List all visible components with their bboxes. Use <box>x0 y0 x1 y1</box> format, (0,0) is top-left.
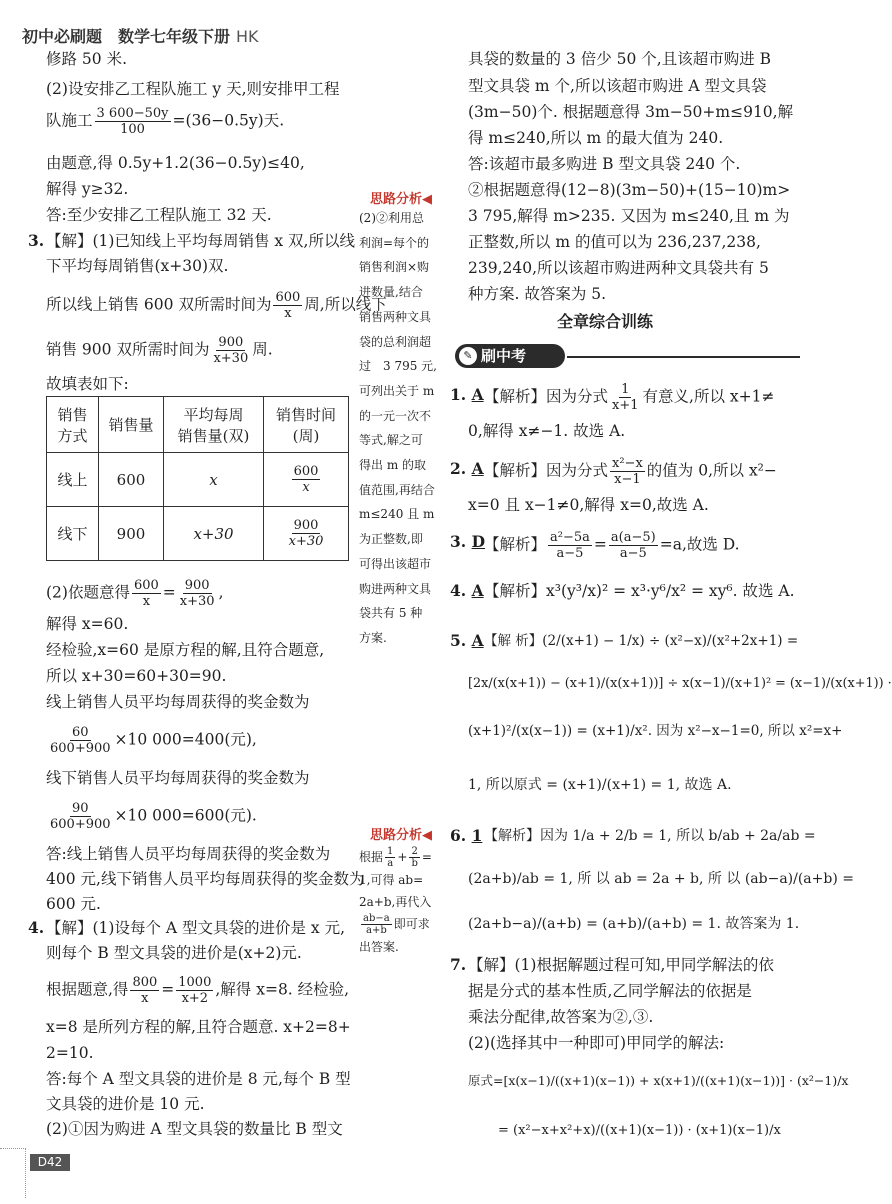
hint-line: 值范围,再结合 <box>359 482 435 497</box>
text-line: 答:至少安排乙工程队施工 32 天. <box>46 206 272 224</box>
text-line: 由题意,得 0.5y+1.2(36−0.5y)≤40, <box>46 154 305 172</box>
text-line: $\frac{90}{600+900}$ ×10 000=600(元). <box>50 801 257 832</box>
question-number: 5. A <box>450 631 484 650</box>
text-line: $\frac{60}{600+900}$ ×10 000=400(元), <box>50 725 257 756</box>
text-line: 得 m≤240,所以 m 的最大值为 240. <box>468 129 724 147</box>
pencil-icon: ✎ <box>459 347 477 365</box>
hint-caption: 思路分析◀ <box>370 828 432 843</box>
question-number: 1. A <box>450 385 484 404</box>
text-line: 解得 y≥32. <box>46 180 129 198</box>
hint-line: 袋的总利润超 <box>359 334 432 349</box>
text-line: 239,240,所以该超市购进两种文具袋共有 5 <box>468 259 769 277</box>
question-number: 3. <box>28 231 45 250</box>
text-line: = (x²−x+x²+x)/((x+1)(x−1)) · (x+1)(x−1)/x <box>498 1123 781 1138</box>
text-line: (2)①因为购进 A 型文具袋的数量比 B 型文 <box>46 1120 343 1138</box>
hint-note: 根据 $\frac{1}{a}$ + $\frac{2}{b}$ = 1,可得 ab= 2a+b,再代入 $\frac{ab-a}{a+b}$ 即可求 出答案. <box>359 846 432 954</box>
table-header: 平均每周 销售量(双) <box>164 397 264 453</box>
text-line: 【解析】因为分式 $\frac{1}{x+1}$ 有意义,所以 x+1≠ <box>484 382 775 413</box>
page-header <box>22 24 259 47</box>
section-rule <box>567 356 800 358</box>
hint-line: 进数量,结合 <box>359 285 423 300</box>
text-line: 【解析】x³(y³/x)² = x³·y⁶/x² = xy⁶. 故选 A. <box>484 582 795 600</box>
text-line: 文具袋的进价是 10 元. <box>46 1095 205 1113</box>
hint-line: 方案. <box>359 630 387 645</box>
table-cell: $\frac{600}{x}$ <box>264 453 349 507</box>
text-line: 所以 x+30=60+30=90. <box>46 667 227 685</box>
text-line: 下平均每周销售(x+30)双. <box>46 257 229 275</box>
text-line: 销售 900 双所需时间为 $\frac{900}{x+30}$ 周. <box>46 335 273 366</box>
text-line: 【解析】 $\frac{\text{a²−5a}}{a-5}$ = $\frac{a(a-5)}{a-5}$ =a,故选 D. <box>484 530 740 561</box>
text-line: 正整数,所以 m 的值可以为 236,237,238, <box>468 233 761 251</box>
table-cell: x+30 <box>164 507 264 561</box>
text-line: 乘法分配律,故答案为②,③. <box>468 1008 654 1026</box>
text-line: (2a+b−a)/(a+b) = (a+b)/(a+b) = 1. 故答案为 1. <box>468 916 800 932</box>
text-line: 根据题意,得 $\frac{800}{x}$ = $\frac{1000}{x+2}$ ,解得 x=8. 经检验, <box>46 975 350 1006</box>
table-cell: 900 <box>99 507 164 561</box>
text-line: 3 795,解得 m>235. 又因为 m≤240,且 m 为 <box>468 207 790 225</box>
hint-line: 利润=每个的 <box>359 235 430 250</box>
text-line: 线下销售人员平均每周获得的奖金数为 <box>46 769 310 787</box>
text-line: x=8 是所列方程的解,且符合题意. x+2=8+ <box>46 1018 351 1036</box>
text-line: [2x/(x(x+1)) − (x+1)/(x(x+1))] ÷ x(x−1)/(x+1)² = (x−1)/(x(x+1)) · <box>468 676 892 691</box>
text-line: (2)设安排乙工程队施工 y 天,则安排甲工程 <box>46 80 340 98</box>
text-line: 【解 析】(2/(x+1) − 1/x) ÷ (x²−x)/(x²+2x+1) = <box>484 633 799 649</box>
table-cell: 线下 <box>47 507 99 561</box>
text-line: 故填表如下: <box>46 375 129 393</box>
page-number: D42 <box>30 1154 70 1171</box>
sales-table <box>46 396 349 561</box>
text-line: (3m−50)个. 根据题意得 3m−50+m≤910,解 <box>468 103 794 121</box>
text-line: 1, 所以原式 = (x+1)/(x+1) = 1, 故选 A. <box>468 777 732 793</box>
text-line: 经检验,x=60 是原方程的解,且符合题意, <box>46 641 325 659</box>
hint-caption: 思路分析◀ <box>370 192 432 207</box>
text-line: 原式=[x(x−1)/((x+1)(x−1)) + x(x+1)/((x+1)(x−1))] · (x²−1)/x <box>468 1073 849 1088</box>
text-line: 【解】(1)设每个 A 型文具袋的进价是 x 元, <box>46 919 346 937</box>
text-line: 修路 50 米. <box>46 50 128 68</box>
text-line: (2)依题意得 $\frac{600}{x}$ = $\frac{900}{x+30}$ , <box>46 578 224 609</box>
text-line: ②根据题意得(12−8)(3m−50)+(15−10)m> <box>468 181 791 199</box>
text-line: 【解析】因为分式 $\frac{\text{x²−x}}{x-1}$ 的值为 0,所以 x²− <box>484 456 777 487</box>
text-line: 2=10. <box>46 1044 94 1062</box>
question-number: 4. A <box>450 581 484 600</box>
text-line: 则每个 B 型文具袋的进价是(x+2)元. <box>46 944 302 962</box>
section-badge: ✎ 刷中考 <box>455 344 565 368</box>
corner-decoration <box>0 1148 26 1198</box>
hint-line: 袋共有 5 种 <box>359 606 423 621</box>
text-line: (2a+b)/ab = 1, 所 以 ab = 2a + b, 所 以 (ab−a)/(a+b) = <box>468 871 854 887</box>
table-row <box>47 453 349 507</box>
text-line: 400 元,线下销售人员平均每周获得的奖金数为 <box>46 870 365 888</box>
text-line: 0,解得 x≠−1. 故选 A. <box>468 422 626 440</box>
text-line: 种方案. 故答案为 5. <box>468 285 607 303</box>
hint-line: 过 3 795 元, <box>359 359 437 374</box>
header-title: 初中必刷题 数学七年级下册 <box>22 27 231 46</box>
text-line: 答:该超市最多购进 B 型文具袋 240 个. <box>468 155 741 173</box>
hint-line: m≤240 且 m <box>359 507 435 522</box>
header-tag: HK <box>236 27 259 46</box>
question-number: 2. A <box>450 459 484 478</box>
table-cell: 线上 <box>47 453 99 507</box>
text-line: 【解】(1)根据解题过程可知,甲同学解法的依 <box>468 956 774 974</box>
text-line: 所以线上销售 600 双所需时间为 $\frac{600}{x}$ 周,所以线下 <box>46 290 387 321</box>
text-line: 【解】(1)已知线上平均每周销售 x 双,所以线 <box>46 232 355 250</box>
table-cell: 600 <box>99 453 164 507</box>
hint-line: 得出 m 的取 <box>359 458 427 473</box>
table-header: 销售时间 (周) <box>264 397 349 453</box>
text-line: 具袋的数量的 3 倍少 50 个,且该超市购进 B <box>468 50 772 68</box>
text-line: 据是分式的基本性质,乙同学解法的依据是 <box>468 982 752 1000</box>
text-line: 型文具袋 m 个,所以该超市购进 A 型文具袋 <box>468 77 767 95</box>
question-number: 6. 1 <box>450 826 483 845</box>
question-number: 4. <box>28 918 45 937</box>
text-line: 解得 x=60. <box>46 615 129 633</box>
hint-line: (2)②利用总 <box>359 211 424 225</box>
table-row <box>47 507 349 561</box>
hint-line: 等式,解之可 <box>359 433 423 448</box>
text-line: (x+1)²/(x(x−1)) = (x+1)/x². 因为 x²−x−1=0, 所以 x²=x+ <box>468 723 843 739</box>
text-line: 答:线上销售人员平均每周获得的奖金数为 <box>46 845 331 863</box>
text-line: (2)(选择其中一种即可)甲同学的解法: <box>468 1034 725 1052</box>
hint-line: 销售利润×购 <box>359 260 430 275</box>
question-number: 7. <box>450 955 467 974</box>
section-title: 全章综合训练 <box>557 312 654 331</box>
question-number: 3. D <box>450 532 486 551</box>
text-line: x=0 且 x−1≠0,解得 x=0,故选 A. <box>468 496 709 514</box>
hint-line: 为正整数,即 <box>359 532 423 547</box>
hint-line: 销售两种文具 <box>359 309 432 324</box>
table-cell: $\frac{900}{x+30}$ <box>264 507 349 561</box>
text-line: 【解析】因为 1/a + 2/b = 1, 所以 b/ab + 2a/ab = <box>484 828 816 844</box>
hint-note <box>359 206 455 651</box>
text-line: 队施工 $\frac{3 600-50y}{100}$ =(36−0.5y)天. <box>46 106 285 137</box>
hint-line: 的一元一次不 <box>359 408 432 423</box>
text-line: 线上销售人员平均每周获得的奖金数为 <box>46 693 310 711</box>
text-line: 600 元. <box>46 895 101 913</box>
table-header: 销售量 <box>99 397 164 453</box>
text-line: 答:每个 A 型文具袋的进价是 8 元,每个 B 型 <box>46 1070 351 1088</box>
hint-line: 可得出该超市 <box>359 556 432 571</box>
hint-line: 可列出关于 m <box>359 383 435 398</box>
table-header: 销售 方式 <box>47 397 99 453</box>
hint-line: 购进两种文具 <box>359 581 432 596</box>
table-cell: x <box>164 453 264 507</box>
